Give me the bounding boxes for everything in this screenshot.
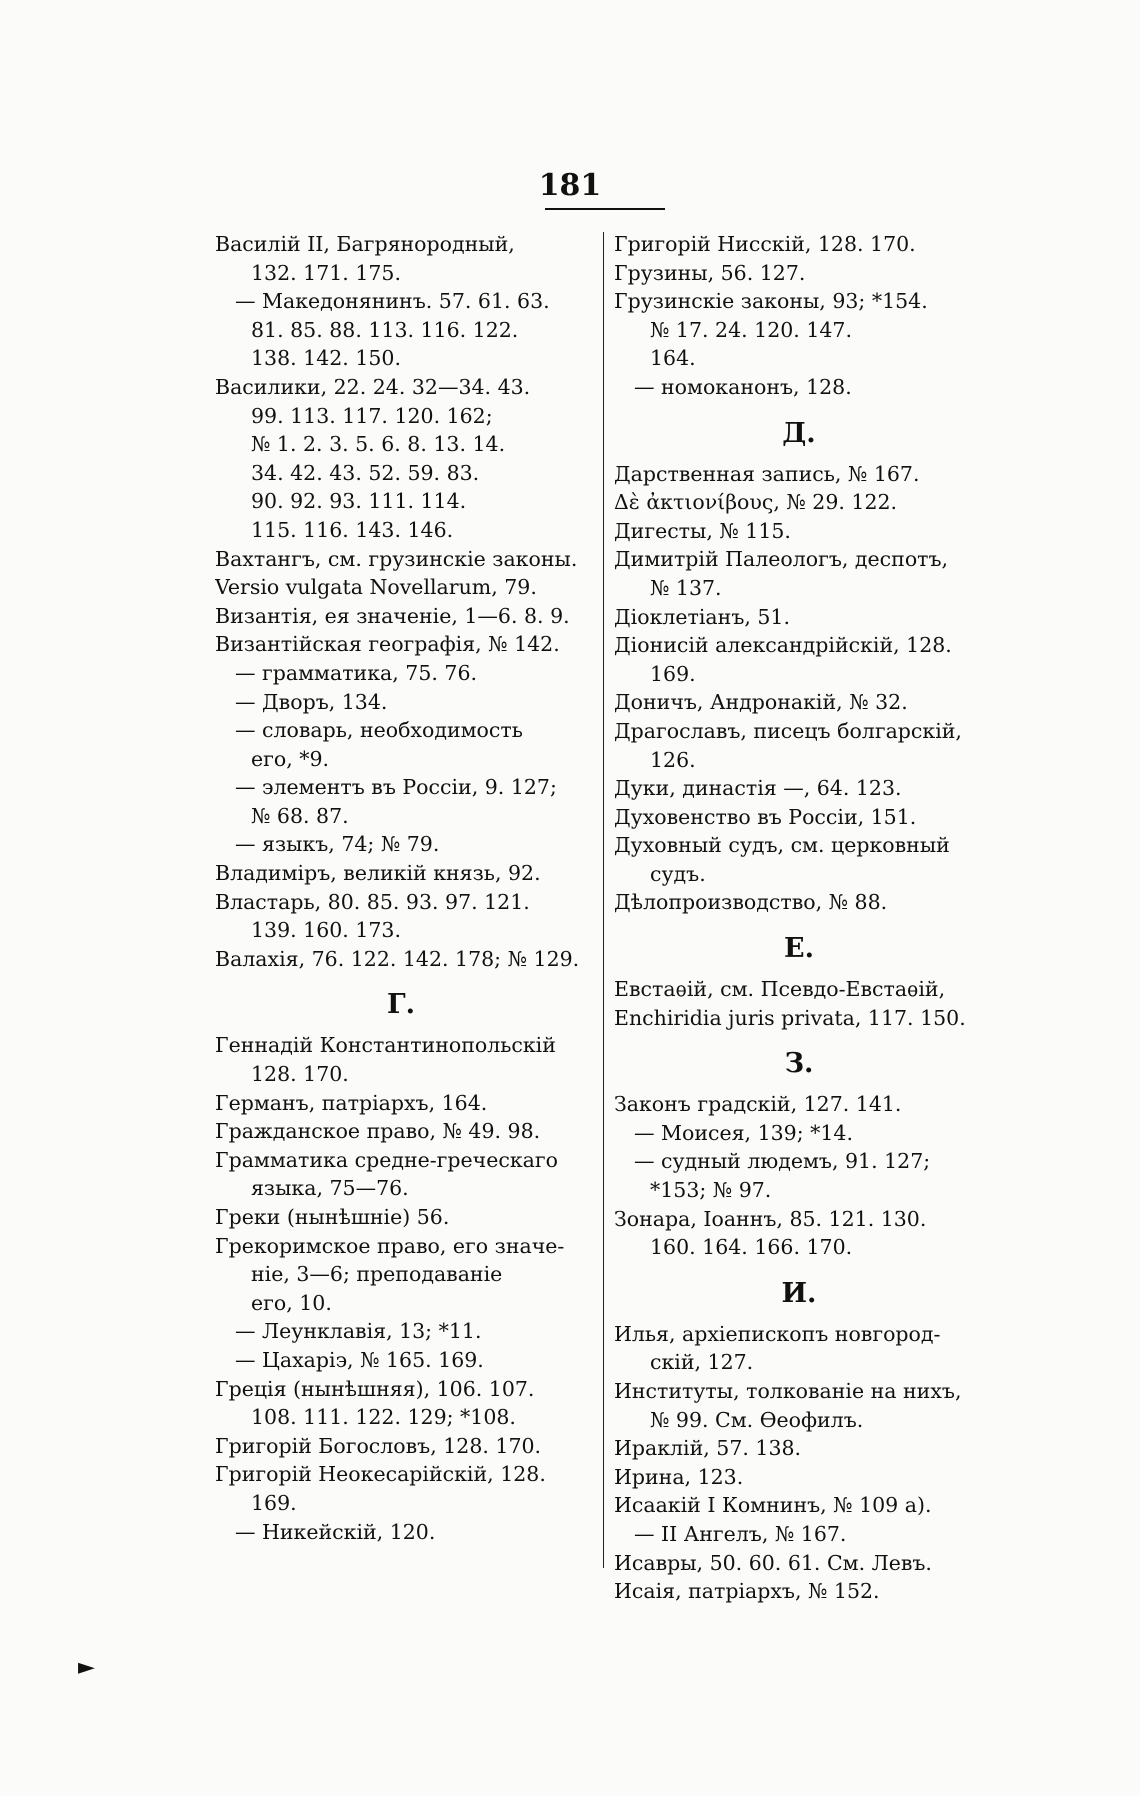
entry-line: Вахтангъ, см. грузинскіе законы.	[215, 546, 578, 571]
entry-line: Грамматика средне-греческаго	[215, 1147, 558, 1172]
index-entry	[215, 1317, 587, 1346]
entry-line: Властарь, 80. 85. 93. 97. 121.	[215, 889, 530, 914]
index-entry	[215, 945, 587, 974]
entry-line: Грузинскіе законы, 93; *154.	[614, 289, 928, 314]
entry-line: Владиміръ, великій князь, 92.	[215, 861, 541, 886]
index-entry	[614, 975, 984, 1004]
entry-line: Грекоримское право, его значе-	[215, 1233, 565, 1258]
entry-line: Духовенство въ Россіи, 151.	[614, 804, 917, 829]
index-entry	[614, 488, 984, 517]
index-entry	[614, 774, 984, 803]
index-entry	[215, 287, 587, 373]
index-entry	[614, 460, 984, 489]
entry-line: 164.	[650, 346, 696, 371]
entry-line: № 1. 2. 3. 5. 6. 8. 13. 14.	[251, 432, 506, 457]
index-entry	[614, 545, 984, 602]
index-entry	[614, 517, 984, 546]
index-entry	[215, 1232, 587, 1318]
entry-line: — Леунклавія, 13; *11.	[235, 1319, 482, 1344]
index-entry	[215, 1089, 587, 1118]
column-divider	[603, 232, 604, 1568]
entry-line: — грамматика, 75. 76.	[235, 660, 478, 685]
entry-line: 138. 142. 150.	[251, 346, 401, 371]
entry-line: — Никейскій, 120.	[235, 1519, 436, 1544]
entry-line: 169.	[251, 1490, 297, 1515]
index-entry	[614, 1147, 984, 1204]
entry-line: № 137.	[650, 575, 722, 600]
index-entry	[215, 888, 587, 945]
index-entry	[215, 1432, 587, 1461]
entry-line: — словарь, необходимость	[235, 718, 523, 743]
entry-line: Василики, 22. 24. 32—34. 43.	[215, 374, 531, 399]
index-entry	[215, 688, 587, 717]
entry-line: 108. 111. 122. 129; *108.	[251, 1405, 516, 1430]
entry-line: Германъ, патріархъ, 164.	[215, 1090, 488, 1115]
entry-line: Зонара, Іоаннъ, 85. 121. 130.	[614, 1206, 927, 1231]
section-letter-heading: И.	[781, 1277, 817, 1309]
index-entry	[215, 1031, 587, 1088]
entry-line: 169.	[650, 661, 696, 686]
header-rule	[545, 208, 665, 210]
entry-line: *153; № 97.	[650, 1178, 772, 1203]
entry-line: Василій II, Багрянородный,	[215, 232, 515, 256]
entry-line: 99. 113. 117. 120. 162;	[251, 403, 493, 428]
right-column	[614, 230, 984, 1606]
entry-line: Димитрій Палеологъ, деспотъ,	[614, 547, 949, 572]
index-entry	[614, 1090, 984, 1119]
entry-line: скій, 127.	[650, 1350, 754, 1375]
entry-line: 139. 160. 173.	[251, 918, 401, 943]
index-entry	[614, 888, 984, 917]
left-column	[215, 230, 587, 1546]
index-entry	[215, 1518, 587, 1547]
index-entry	[614, 1577, 984, 1606]
entry-line: 132. 171. 175.	[251, 260, 401, 285]
index-entry	[614, 1520, 984, 1549]
entry-line: Греки (нынѣшніе) 56.	[215, 1205, 450, 1229]
entry-line: Византія, ея значеніе, 1—6. 8. 9.	[215, 603, 570, 628]
entry-line: Дуки, династія —, 64. 123.	[614, 776, 902, 801]
section-letter-heading: Д.	[782, 417, 816, 449]
entry-line: № 99. См. Ѳеофилъ.	[650, 1407, 864, 1432]
entry-line: Дигесты, № 115.	[614, 518, 791, 543]
entry-line: языка, 75—76.	[251, 1176, 409, 1201]
entry-line: Дарственная запись, № 167.	[614, 461, 920, 486]
entry-line: Византійская географія, № 142.	[215, 632, 560, 657]
entry-line: № 68. 87.	[251, 803, 349, 828]
entry-line: судъ.	[650, 861, 706, 886]
index-entry	[215, 373, 587, 545]
index-entry	[614, 259, 984, 288]
index-entry	[614, 688, 984, 717]
section-letter-heading: З.	[784, 1048, 814, 1080]
index-entry	[215, 1203, 587, 1232]
entry-line: Діоклетіанъ, 51.	[614, 604, 790, 629]
index-entry	[614, 1205, 984, 1262]
index-entry	[614, 1434, 984, 1463]
page-number: 181	[538, 168, 602, 203]
index-entry	[614, 1549, 984, 1578]
entry-line: Исаакій I Комнинъ, № 109 а).	[614, 1493, 932, 1518]
index-entry	[614, 717, 984, 774]
index-entry	[215, 659, 587, 688]
index-entry	[614, 631, 984, 688]
entry-line: 90. 92. 93. 111. 114.	[251, 489, 467, 514]
index-entry	[614, 831, 984, 888]
entry-line: — номоканонъ, 128.	[634, 374, 852, 399]
entry-line: 34. 42. 43. 52. 59. 83.	[251, 460, 480, 485]
entry-line: — Моисея, 139; *14.	[634, 1120, 853, 1145]
index-entry	[614, 1463, 984, 1492]
entry-line: — Дворъ, 134.	[235, 689, 388, 714]
entry-line: Драгославъ, писецъ болгарскій,	[614, 718, 962, 743]
index-entry	[614, 373, 984, 402]
entry-line: 115. 116. 143. 146.	[251, 517, 454, 542]
index-entry	[215, 716, 587, 773]
index-entry	[215, 602, 587, 631]
entry-line: — II Ангелъ, № 167.	[634, 1521, 847, 1546]
entry-line: 81. 85. 88. 113. 116. 122.	[251, 317, 519, 342]
index-entry	[215, 1460, 587, 1517]
index-entry	[215, 630, 587, 659]
entry-line: Δὲ ἀκτιονίβους, № 29. 122.	[614, 490, 898, 515]
entry-line: Геннадій Константинопольскій	[215, 1033, 556, 1058]
entry-line: Гражданское право, № 49. 98.	[215, 1119, 541, 1144]
entry-line: Григорій Богословъ, 128. 170.	[215, 1433, 542, 1458]
index-entry	[215, 230, 587, 287]
index-entry	[614, 803, 984, 832]
section-letter-heading: Г.	[386, 989, 416, 1021]
entry-line: ніе, 3—6; преподаваніе	[251, 1262, 503, 1287]
entry-line: Исавры, 50. 60. 61. См. Левъ.	[614, 1550, 932, 1575]
entry-line: — элементъ въ Россіи, 9. 127;	[235, 775, 557, 800]
index-entry	[614, 230, 984, 259]
index-entry	[614, 1320, 984, 1377]
index-entry	[215, 859, 587, 888]
entry-line: — Цахаріэ, № 165. 169.	[235, 1347, 484, 1372]
entry-line: — языкъ, 74; № 79.	[235, 832, 440, 857]
index-entry	[614, 1119, 984, 1148]
entry-line: Евстаѳій, см. Псевдо-Евстаѳій,	[614, 977, 946, 1002]
entry-line: Грузины, 56. 127.	[614, 260, 806, 285]
entry-line: его, *9.	[251, 746, 330, 771]
entry-line: — Македонянинъ. 57. 61. 63.	[235, 289, 550, 314]
index-entry	[215, 1375, 587, 1432]
index-entry	[215, 573, 587, 602]
entry-line: Духовный судъ, см. церковный	[614, 833, 950, 858]
entry-line: Исаія, патріархъ, № 152.	[614, 1579, 880, 1604]
entry-line: Доничъ, Андронакій, № 32.	[614, 690, 908, 715]
entry-line: Илья, архіепископъ новгород-	[614, 1321, 941, 1346]
index-entry	[614, 287, 984, 373]
entry-line: Григорій Нисскій, 128. 170.	[614, 232, 916, 256]
entry-line: Григорій Неокесарійскій, 128.	[215, 1462, 546, 1487]
entry-line: 126.	[650, 747, 696, 772]
entry-line: 160. 164. 166. 170.	[650, 1235, 853, 1260]
entry-line: № 17. 24. 120. 147.	[650, 317, 852, 342]
entry-line: Греція (нынѣшняя), 106. 107.	[215, 1376, 535, 1401]
index-entry	[215, 545, 587, 574]
section-letter-heading: Е.	[784, 933, 814, 965]
entry-line: — судный людемъ, 91. 127;	[634, 1149, 931, 1174]
entry-line: Ирина, 123.	[614, 1464, 744, 1489]
entry-line: Законъ градскій, 127. 141.	[614, 1092, 902, 1117]
entry-line: Ираклій, 57. 138.	[614, 1436, 802, 1461]
index-entry	[215, 1146, 587, 1203]
corner-mark-icon: ►	[78, 1655, 95, 1680]
entry-line: Versio vulgata Novellarum, 79.	[215, 575, 537, 600]
entry-line: Enchiridia juris privata, 117. 150.	[614, 1005, 966, 1030]
index-entry	[215, 773, 587, 830]
index-entry	[614, 1491, 984, 1520]
entry-line: 128. 170.	[251, 1062, 349, 1087]
index-entry	[614, 1377, 984, 1434]
index-entry	[614, 1004, 984, 1033]
entry-line: Дѣлопроизводство, № 88.	[614, 890, 888, 915]
index-entry	[215, 1117, 587, 1146]
entry-line: Діонисій александрійскій, 128.	[614, 633, 952, 658]
index-entry	[215, 830, 587, 859]
entry-line: Валахія, 76. 122. 142. 178; № 129.	[215, 946, 580, 971]
index-entry	[614, 603, 984, 632]
entry-line: Институты, толкованіе на нихъ,	[614, 1379, 962, 1403]
index-entry	[215, 1346, 587, 1375]
entry-line: его, 10.	[251, 1290, 332, 1315]
